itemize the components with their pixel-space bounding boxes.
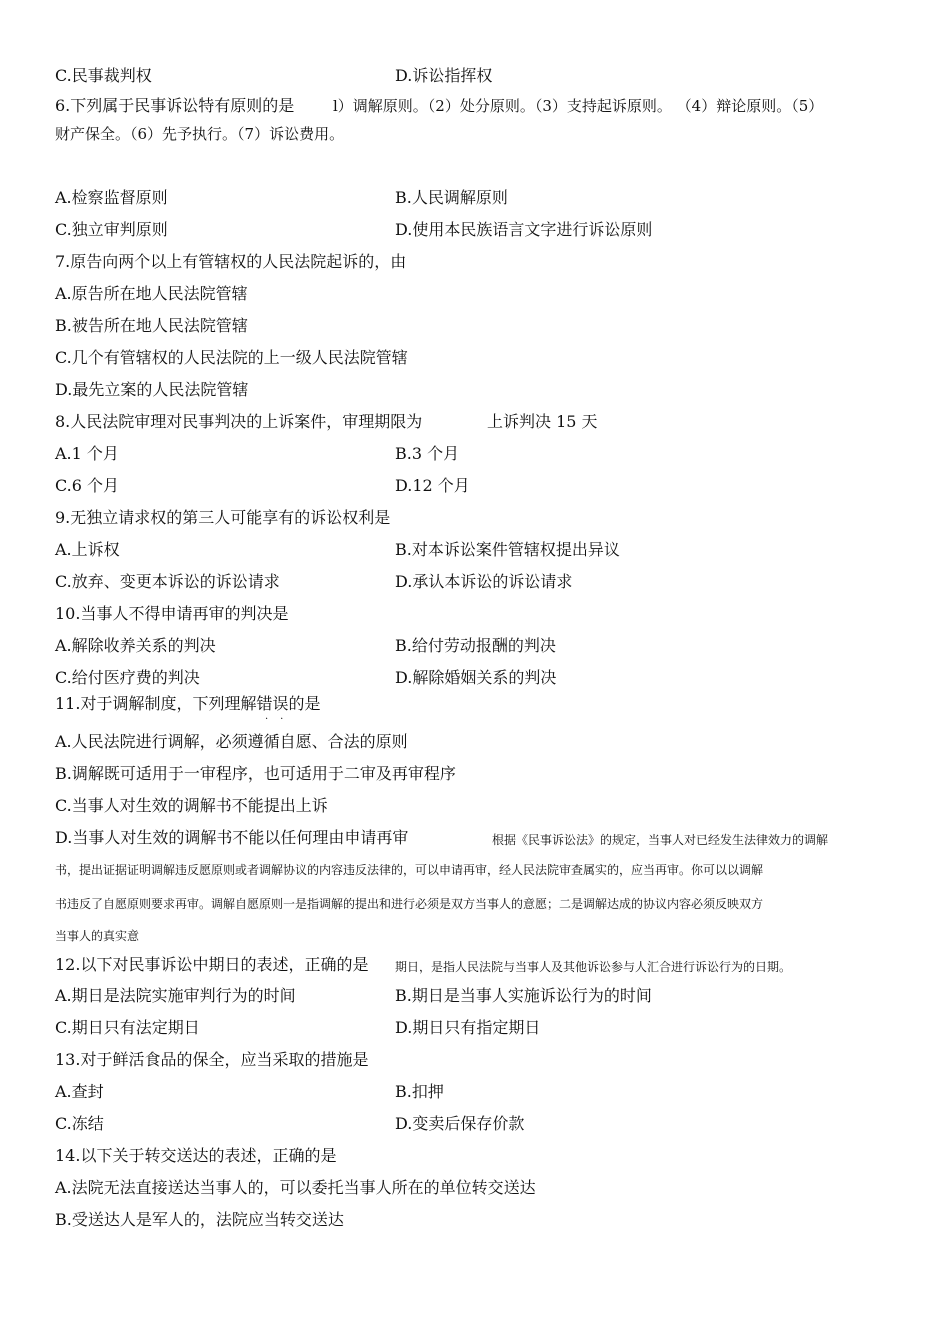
emphasis-dots: .. (265, 711, 296, 722)
q9-option-d: D.承认本诉讼的诉讼请求 (395, 572, 573, 591)
q11-note-line-4: 当事人的真实意 (55, 929, 140, 943)
q12-option-a: A.期日是法院实施审判行为的时间 (55, 986, 296, 1005)
q6-option-a: A.检察监督原则 (55, 188, 168, 207)
q10-option-c: C.给付医疗费的判决 (55, 668, 200, 687)
q13-option-d: D.变卖后保存价款 (395, 1114, 525, 1133)
q5-option-c: C.民事裁判权 (55, 66, 152, 85)
q8-option-c: C.6 个月 (55, 476, 120, 495)
q8-option-d: D.12 个月 (395, 476, 470, 495)
q10-option-a: A.解除收养关系的判决 (55, 636, 216, 655)
q14-option-b: B.受送达人是军人的，法院应当转交送达 (55, 1210, 344, 1229)
q14-option-a: A.法院无法直接送达当事人的，可以委托当事人所在的单位转交送达 (55, 1178, 536, 1197)
q6-option-b: B.人民调解原则 (395, 188, 508, 207)
q10-stem: 10.当事人不得申请再审的判决是 (55, 604, 289, 623)
q12-stem: 12.以下对民事诉讼中期日的表述，正确的是 (55, 955, 369, 974)
q7-option-b: B.被告所在地人民法院管辖 (55, 316, 248, 335)
q5-option-d: D.诉讼指挥权 (395, 66, 493, 85)
q8-option-a: A.1 个月 (55, 444, 119, 463)
q13-option-b: B.扣押 (395, 1082, 444, 1101)
q11-option-b: B.调解既可适用于一审程序，也可适用于二审及再审程序 (55, 764, 456, 783)
q11-option-d: D.当事人对生效的调解书不能以任何理由申请再审 (55, 828, 409, 847)
q9-option-c: C.放弃、变更本诉讼的诉讼请求 (55, 572, 280, 591)
q12-option-b: B.期日是当事人实施诉讼行为的时间 (395, 986, 652, 1005)
q7-option-a: A.原告所在地人民法院管辖 (55, 284, 248, 303)
q6-inline-note-cont: 财产保全。（6）先予执行。（7）诉讼费用。 (55, 125, 345, 143)
q11-option-a: A.人民法院进行调解，必须遵循自愿、合法的原则 (55, 732, 408, 751)
q8-stem: 8.人民法院审理对民事判决的上诉案件，审理期限为 (55, 412, 423, 431)
q11-option-c: C.当事人对生效的调解书不能提出上诉 (55, 796, 328, 815)
q13-stem: 13.对于鲜活食品的保全，应当采取的措施是 (55, 1050, 369, 1069)
q9-option-a: A.上诉权 (55, 540, 120, 559)
q8-note: 上诉判决 15 天 (487, 412, 598, 431)
q11-note-line-2: 书，提出证据证明调解违反愿原则或者调解协议的内容违反法律的，可以申请再审，经人民法院审查属实的，应当再审。你可以以调解 (55, 863, 764, 877)
q7-option-d: D.最先立案的人民法院管辖 (55, 380, 249, 399)
q6-stem: 6.下列属于民事诉讼特有原则的是 (55, 96, 295, 115)
q6-option-c: C.独立审判原则 (55, 220, 168, 239)
q10-option-d: D.解除婚姻关系的判决 (395, 668, 557, 687)
q10-option-b: B.给付劳动报酬的判决 (395, 636, 556, 655)
q11-note-line-3: 书违反了自愿原则要求再审。调解自愿原则一是指调解的提出和进行必须是双方当事人的意愿；二是调解达成的协议内容必须反映双方 (55, 897, 764, 911)
q9-option-b: B.对本诉讼案件管辖权提出异议 (395, 540, 620, 559)
q12-option-c: C.期日只有法定期日 (55, 1018, 200, 1037)
q8-option-b: B.3 个月 (395, 444, 460, 463)
q11-note-line-1: 根据《民事诉讼法》的规定，当事人对已经发生法律效力的调解 (492, 833, 829, 847)
q7-stem: 7.原告向两个以上有管辖权的人民法院起诉的，由 (55, 252, 407, 271)
q13-option-a: A.查封 (55, 1082, 104, 1101)
q14-stem: 14.以下关于转交送达的表述，正确的是 (55, 1146, 337, 1165)
q9-stem: 9.无独立请求权的第三人可能享有的诉讼权利是 (55, 508, 391, 527)
q6-option-d: D.使用本民族语言文字进行诉讼原则 (395, 220, 653, 239)
q12-note: 期日，是指人民法院与当事人及其他诉讼参与人汇合进行诉讼行为的日期。 (395, 960, 792, 974)
q6-inline-note: l）调解原则。（2）处分原则。（3）支持起诉原则。 （4）辩论原则。（5） (333, 97, 824, 115)
q11-stem: 11.对于调解制度，下列理解错误的是 (55, 694, 321, 713)
q13-option-c: C.冻结 (55, 1114, 104, 1133)
q12-option-d: D.期日只有指定期日 (395, 1018, 541, 1037)
q7-option-c: C.几个有管辖权的人民法院的上一级人民法院管辖 (55, 348, 408, 367)
